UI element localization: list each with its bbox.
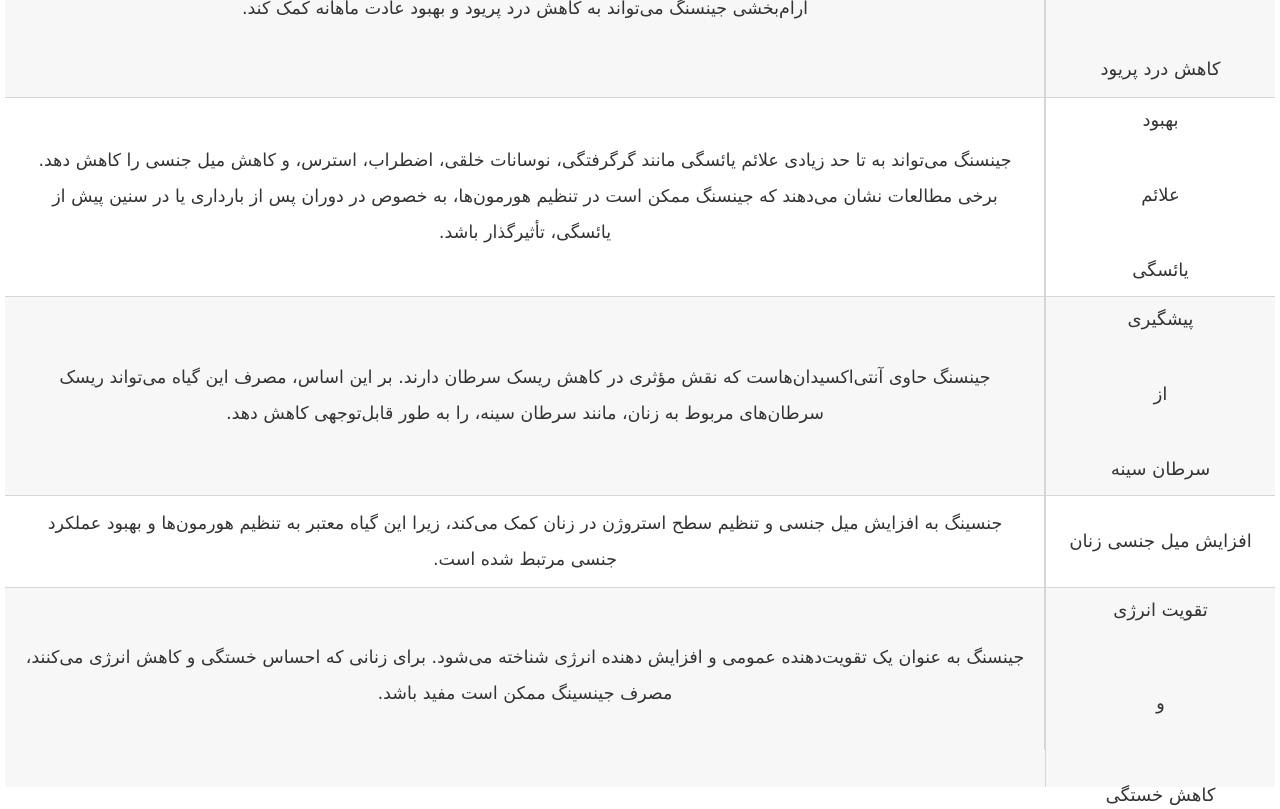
column-divider	[1044, 0, 1045, 750]
benefit-description: جینسنگ می‌تواند به تا حد زیادی علائم یائسگی مانند گرگرفتگی، نوسانات خلقی، اضطراب، استرس، و کاهش میل جنسی را کاهش دهد. برخی مطالعات نشان می‌دهند که جینسنگ ممکن است در تنظیم هورمون‌ها، به خصوص در دوران پس از بارداری یا در سنین پیش از یائسگی، تأثیرگذار باشد.	[38, 151, 1012, 243]
benefit-title-cell	[1045, 496, 1275, 587]
benefit-title-line: از	[1153, 384, 1168, 405]
benefit-title-line: بهبود	[1142, 110, 1179, 131]
benefit-title-line: یائسگی	[1132, 260, 1189, 281]
benefit-description: جنسینگ به افزایش میل جنسی و تنظیم سطح استروژن در زنان کمک می‌کند، زیرا این گیاه معتبر به تنظیم هورمون‌ها و بهبود عملکرد جنسی مرتبط شده است.	[47, 513, 1003, 570]
benefit-title-line: سرطان سینه	[1110, 459, 1211, 480]
benefit-description-cell	[5, 496, 1045, 587]
benefit-title-line: علائم	[1141, 185, 1180, 206]
benefit-description: جینسنگ حاوی آنتی‌اکسیدان‌هاست که نقش مؤثری در کاهش ریسک سرطان دارند. بر این اساس، مصرف این گیاه می‌تواند ریسک سرطان‌های مربوط به زنان، مانند سرطان سینه، را به طور قابل‌توجهی کاهش دهد.	[59, 368, 991, 424]
benefits-table	[5, 0, 1275, 806]
benefit-description: جینسنگ به عنوان یک تقویت‌دهنده عمومی و افزایش دهنده انرژی شناخته می‌شود. برای زنانی که احساس خستگی و کاهش انرژی می‌کنند، مصرف جینسینگ ممکن است مفید باشد.	[25, 648, 1025, 704]
benefit-title-cell	[1045, 98, 1275, 296]
benefit-description: آرام‌بخشی جینسنگ می‌تواند به کاهش درد پریود و بهبود عادت ماهانه کمک کند.	[241, 0, 809, 19]
benefit-title-line: کاهش خستگی	[1105, 785, 1216, 806]
table-row	[5, 0, 1275, 97]
table-row	[5, 495, 1275, 587]
benefit-title-line: کاهش درد پریود	[1100, 59, 1221, 80]
benefit-title-line: و	[1156, 692, 1165, 714]
benefit-description-cell	[5, 0, 1045, 97]
table-row	[5, 587, 1275, 806]
benefit-title-line: پیشگیری	[1127, 309, 1194, 330]
benefit-title-cell	[1045, 588, 1275, 806]
table-row	[5, 97, 1275, 296]
benefit-description-cell	[5, 297, 1045, 495]
benefit-title-line: افزایش میل جنسی زنان	[1069, 530, 1252, 552]
table-row	[5, 296, 1275, 495]
benefit-title-cell	[1045, 297, 1275, 495]
benefit-description-cell	[5, 98, 1045, 296]
benefit-title-line: تقویت انرژی	[1113, 600, 1208, 621]
benefit-description-cell	[5, 588, 1045, 787]
benefit-title-cell	[1045, 0, 1275, 97]
